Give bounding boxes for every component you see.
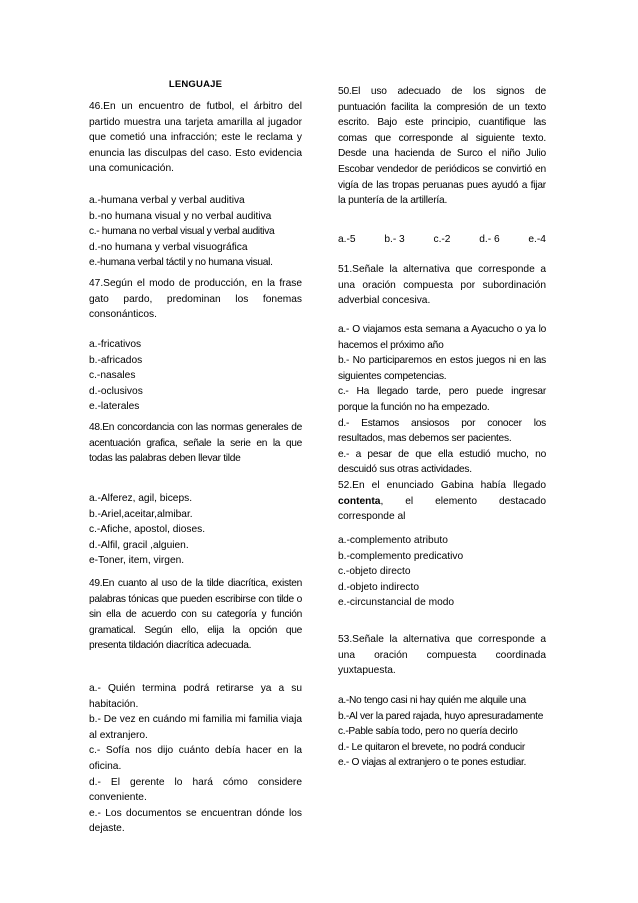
option-53-b: b.-Al ver la pared rajada, huyo apresuradamente <box>338 710 544 722</box>
question-48-options <box>89 491 302 569</box>
question-52-text <box>338 478 546 525</box>
option-47-e: e.-laterales <box>89 401 140 413</box>
option-49-d: d.- El gerente lo hará cómo considere conveniente. <box>89 776 302 804</box>
option-48-a: a.-Alferez, agil, biceps. <box>89 493 193 504</box>
question-52-highlighted-word: contenta <box>338 495 381 507</box>
answer-50-a: a.-5 <box>338 234 356 245</box>
question-48-text: 48.En concordancia con las normas generales de acentuación grafica, señale la serie en la que todas las palabras deben llevar tilde <box>89 422 302 465</box>
option-47-d: d.-oclusivos <box>89 385 143 397</box>
option-47-a: a.-fricativos <box>89 339 142 350</box>
question-47-options <box>89 337 302 415</box>
option-46-e: e.-humana verbal táctil y no humana visual. <box>89 257 273 269</box>
answer-50-e: e.-4 <box>528 234 546 245</box>
question-50-text: 50.El uso adecuado de los signos de puntuación facilita la compresión de un texto escrito. Bajo este principio, cuantifique las comas que corresponde al siguiente texto. Desde una hacienda de Surco el niño Julio Escobar vendedor de periódicos se convirtió en vigía de las tropas peruanas pues ayudó a fijar la puntería de la artillería. <box>338 86 546 207</box>
option-47-c: c.-nasales <box>89 370 136 382</box>
option-53-e: e.- O viajas al extranjero o te pones estudiar. <box>338 757 527 769</box>
answer-50-c: c.-2 <box>433 234 451 245</box>
option-52-a: a.-complemento atributo <box>338 535 448 546</box>
option-46-b: b.-no humana visual y no verbal auditiva <box>89 210 272 222</box>
option-52-e: e.-circunstancial de modo <box>338 597 455 609</box>
question-49-options <box>89 681 302 837</box>
question-52-text-after: , el elemento destacado corresponde al <box>338 495 546 523</box>
option-48-e: e-Toner, item, virgen. <box>89 555 185 567</box>
option-52-b: b.-complemento predicativo <box>338 550 464 562</box>
question-47-text: 47.Según el modo de producción, en la frase gato pardo, predominan los fonemas consonánticos. <box>89 278 302 321</box>
option-51-c: c.- Ha llegado tarde, pero puede ingresar porque la función no ha empezado. <box>338 386 546 413</box>
option-51-a: a.- O viajamos esta semana a Ayacucho o ya lo hacemos el próximo año <box>338 324 546 351</box>
option-53-d: d.- Le quitaron el brevete, no podrá conducir <box>338 741 525 753</box>
question-46-text: 46.En un encuentro de futbol, el árbitro del partido muestra una tarjeta amarilla al jugador que cometió una infracción; este le reclama y enuncia las disculpas del caso. Esto evidencia una comunicación. <box>89 101 302 175</box>
option-51-b: b.- No participaremos en estos juegos ni en las siguientes competencias. <box>338 355 546 382</box>
option-49-b: b.- De vez en cuándo mi familia mi familia viaja al extranjero. <box>89 714 302 741</box>
question-52-options <box>338 533 546 611</box>
option-52-d: d.-objeto indirecto <box>338 581 419 593</box>
option-46-a: a.-humana verbal y verbal auditiva <box>89 195 245 206</box>
option-49-e: e.- Los documentos se encuentran dónde los dejaste. <box>89 807 302 835</box>
question-53-text: 53.Señale la alternativa que corresponde a una oración compuesta coordinada yuxtapuesta. <box>338 634 546 677</box>
option-48-c: c.-Afiche, apostol, dioses. <box>89 524 206 536</box>
question-52-text-before: 52.En el enunciado Gabina había llegado <box>338 480 546 491</box>
option-48-b: b.-Ariel,aceitar,almibar. <box>89 508 193 520</box>
question-50-answers <box>338 234 546 245</box>
option-52-c: c.-objeto directo <box>338 566 411 578</box>
option-48-d: d.-Alfil, gracil ,alguien. <box>89 539 189 551</box>
option-51-e: e.- a pesar de que ella estudió mucho, no descuidó sus otras actividades. <box>338 448 546 476</box>
answer-50-d: d.- 6 <box>479 234 500 245</box>
question-49-text: 49.En cuanto al uso de la tilde diacrítica, existen palabras tónicas que pueden escribirse con tilde o sin ella de acuerdo con su categoría y función gramatical. Según ello, elija la opción que presenta tildación diacrítica adecuada. <box>89 578 302 652</box>
option-47-b: b.-africados <box>89 354 143 366</box>
answer-50-b: b.- 3 <box>384 234 405 245</box>
question-51-options <box>338 322 546 478</box>
option-46-d: d.-no humana y verbal visuográfica <box>89 241 248 253</box>
option-51-d: d.- Estamos ansiosos por conocer los resultados, mas debemos ser pacientes. <box>338 417 546 445</box>
question-53-options <box>338 693 546 771</box>
question-46-options <box>89 193 304 271</box>
question-51-text: 51.Señale la alternativa que corresponde a una oración compuesta por subordinación adverbial concesiva. <box>338 264 546 307</box>
option-46-c: c.- humana no verbal visual y verbal auditiva <box>89 226 275 238</box>
option-53-c: c.-Pable sabía todo, pero no quería decirlo <box>338 726 518 738</box>
option-49-c: c.- Sofía nos dijo cuánto debía hacer en la oficina. <box>89 745 302 772</box>
option-53-a: a.-No tengo casi ni hay quién me alquile una <box>338 695 526 706</box>
option-49-a: a.- Quién termina podrá retirarse ya a su habitación. <box>89 683 302 710</box>
page-title: LENGUAJE <box>168 79 223 90</box>
